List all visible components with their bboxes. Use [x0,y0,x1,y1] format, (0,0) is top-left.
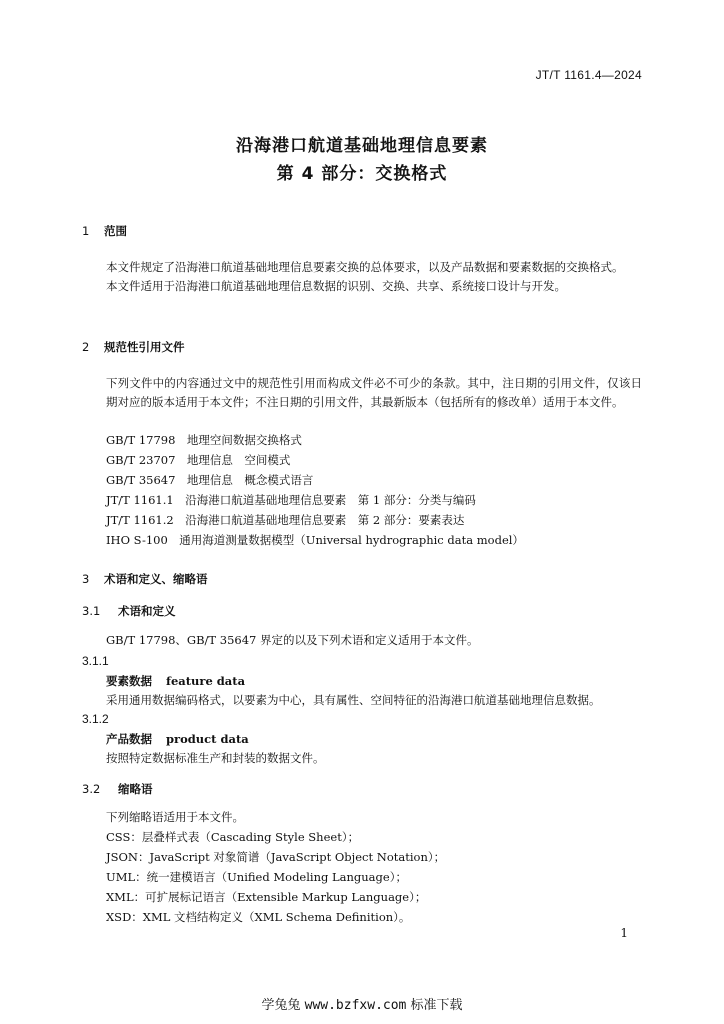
page-number: 1 [620,926,628,940]
section-number: 3.1 [82,604,101,618]
section-number: 1 [82,224,90,238]
reference-item: GB/T 35647 地理信息 概念模式语言 [106,473,314,487]
paragraph-text: 本文件规定了沿海港口航道基础地理信息要素交换的总体要求，以及产品数据和要素数据的交换格式。 [106,260,624,274]
section-title: 规范性引用文件 [104,340,185,354]
section-title: 缩略语 [118,782,153,796]
abbreviation-item: JSON：JavaScript 对象简谱（JavaScript Object Notation）； [106,850,446,864]
reference-item: GB/T 23707 地理信息 空间模式 [106,453,291,467]
reference-item: JT/T 1161.2 沿海港口航道基础地理信息要素 第 2 部分：要素表达 [106,513,465,527]
footer-site-name: 学兔兔 [261,998,301,1013]
clause-number: 3.1.2 [82,712,109,726]
section-number: 3.2 [82,782,101,796]
paragraph-text: GB/T 17798、GB/T 35647 界定的以及下列术语和定义适用于本文件。 [106,633,479,647]
paragraph-text: 下列缩略语适用于本文件。 [106,810,244,824]
section-2-heading [82,339,185,355]
paragraph-text: 本文件适用于沿海港口航道基础地理信息数据的识别、交换、共享、系统接口设计与开发。 [106,279,566,293]
subsection-3-2-heading [82,781,153,797]
reference-item: GB/T 17798 地理空间数据交换格式 [106,433,302,447]
term-en: feature data [166,674,246,688]
footer-label: 标准下载 [410,998,463,1013]
term-entry [106,673,245,689]
term-zh: 产品数据 [106,732,152,746]
abbreviation-item: XML：可扩展标记语言（Extensible Markup Language）； [106,890,427,904]
section-title: 术语和定义、缩略语 [104,572,208,586]
section-title: 范围 [104,224,127,238]
abbreviation-item: CSS：层叠样式表（Cascading Style Sheet）； [106,830,360,844]
footer-url[interactable]: www.bzfxw.com [304,998,407,1013]
abbreviation-item: XSD：XML 文档结构定义（XML Schema Definition）。 [106,910,411,924]
section-number: 3 [82,572,90,586]
reference-item: IHO S-100 通用海道测量数据模型（Universal hydrographic data model） [106,533,524,547]
paragraph-text: 下列文件中的内容通过文中的规范性引用而构成文件必不可少的条款。其中，注日期的引用文件，仅该日期对应的版本适用于本文件；不注日期的引用文件，其最新版本（包括所有的修改单）适用于本文件。 [106,376,642,409]
term-zh: 要素数据 [106,674,152,688]
term-en: product data [166,732,249,746]
section-title: 术语和定义 [118,604,176,618]
term-definition: 按照特定数据标准生产和封装的数据文件。 [106,751,325,765]
reference-item: JT/T 1161.1 沿海港口航道基础地理信息要素 第 1 部分：分类与编码 [106,493,476,507]
subsection-3-1-heading [82,603,176,619]
section-3-heading [82,571,208,587]
paragraph [82,374,642,412]
document-title: 沿海港口航道基础地理信息要素 [236,136,488,156]
section-number: 2 [82,340,90,354]
abbreviation-item: UML：统一建模语言（Unified Modeling Language）； [106,870,407,884]
footer-watermark [0,994,724,1013]
standard-code: JT/T 1161.4—2024 [535,68,642,82]
term-entry [106,731,249,747]
clause-number: 3.1.1 [82,654,109,668]
paragraph [82,258,642,296]
section-1-heading [82,223,127,239]
document-subtitle: 第 4 部分：交换格式 [276,164,448,184]
term-definition: 采用通用数据编码格式，以要素为中心，具有属性、空间特征的沿海港口航道基础地理信息数据。 [106,693,601,707]
